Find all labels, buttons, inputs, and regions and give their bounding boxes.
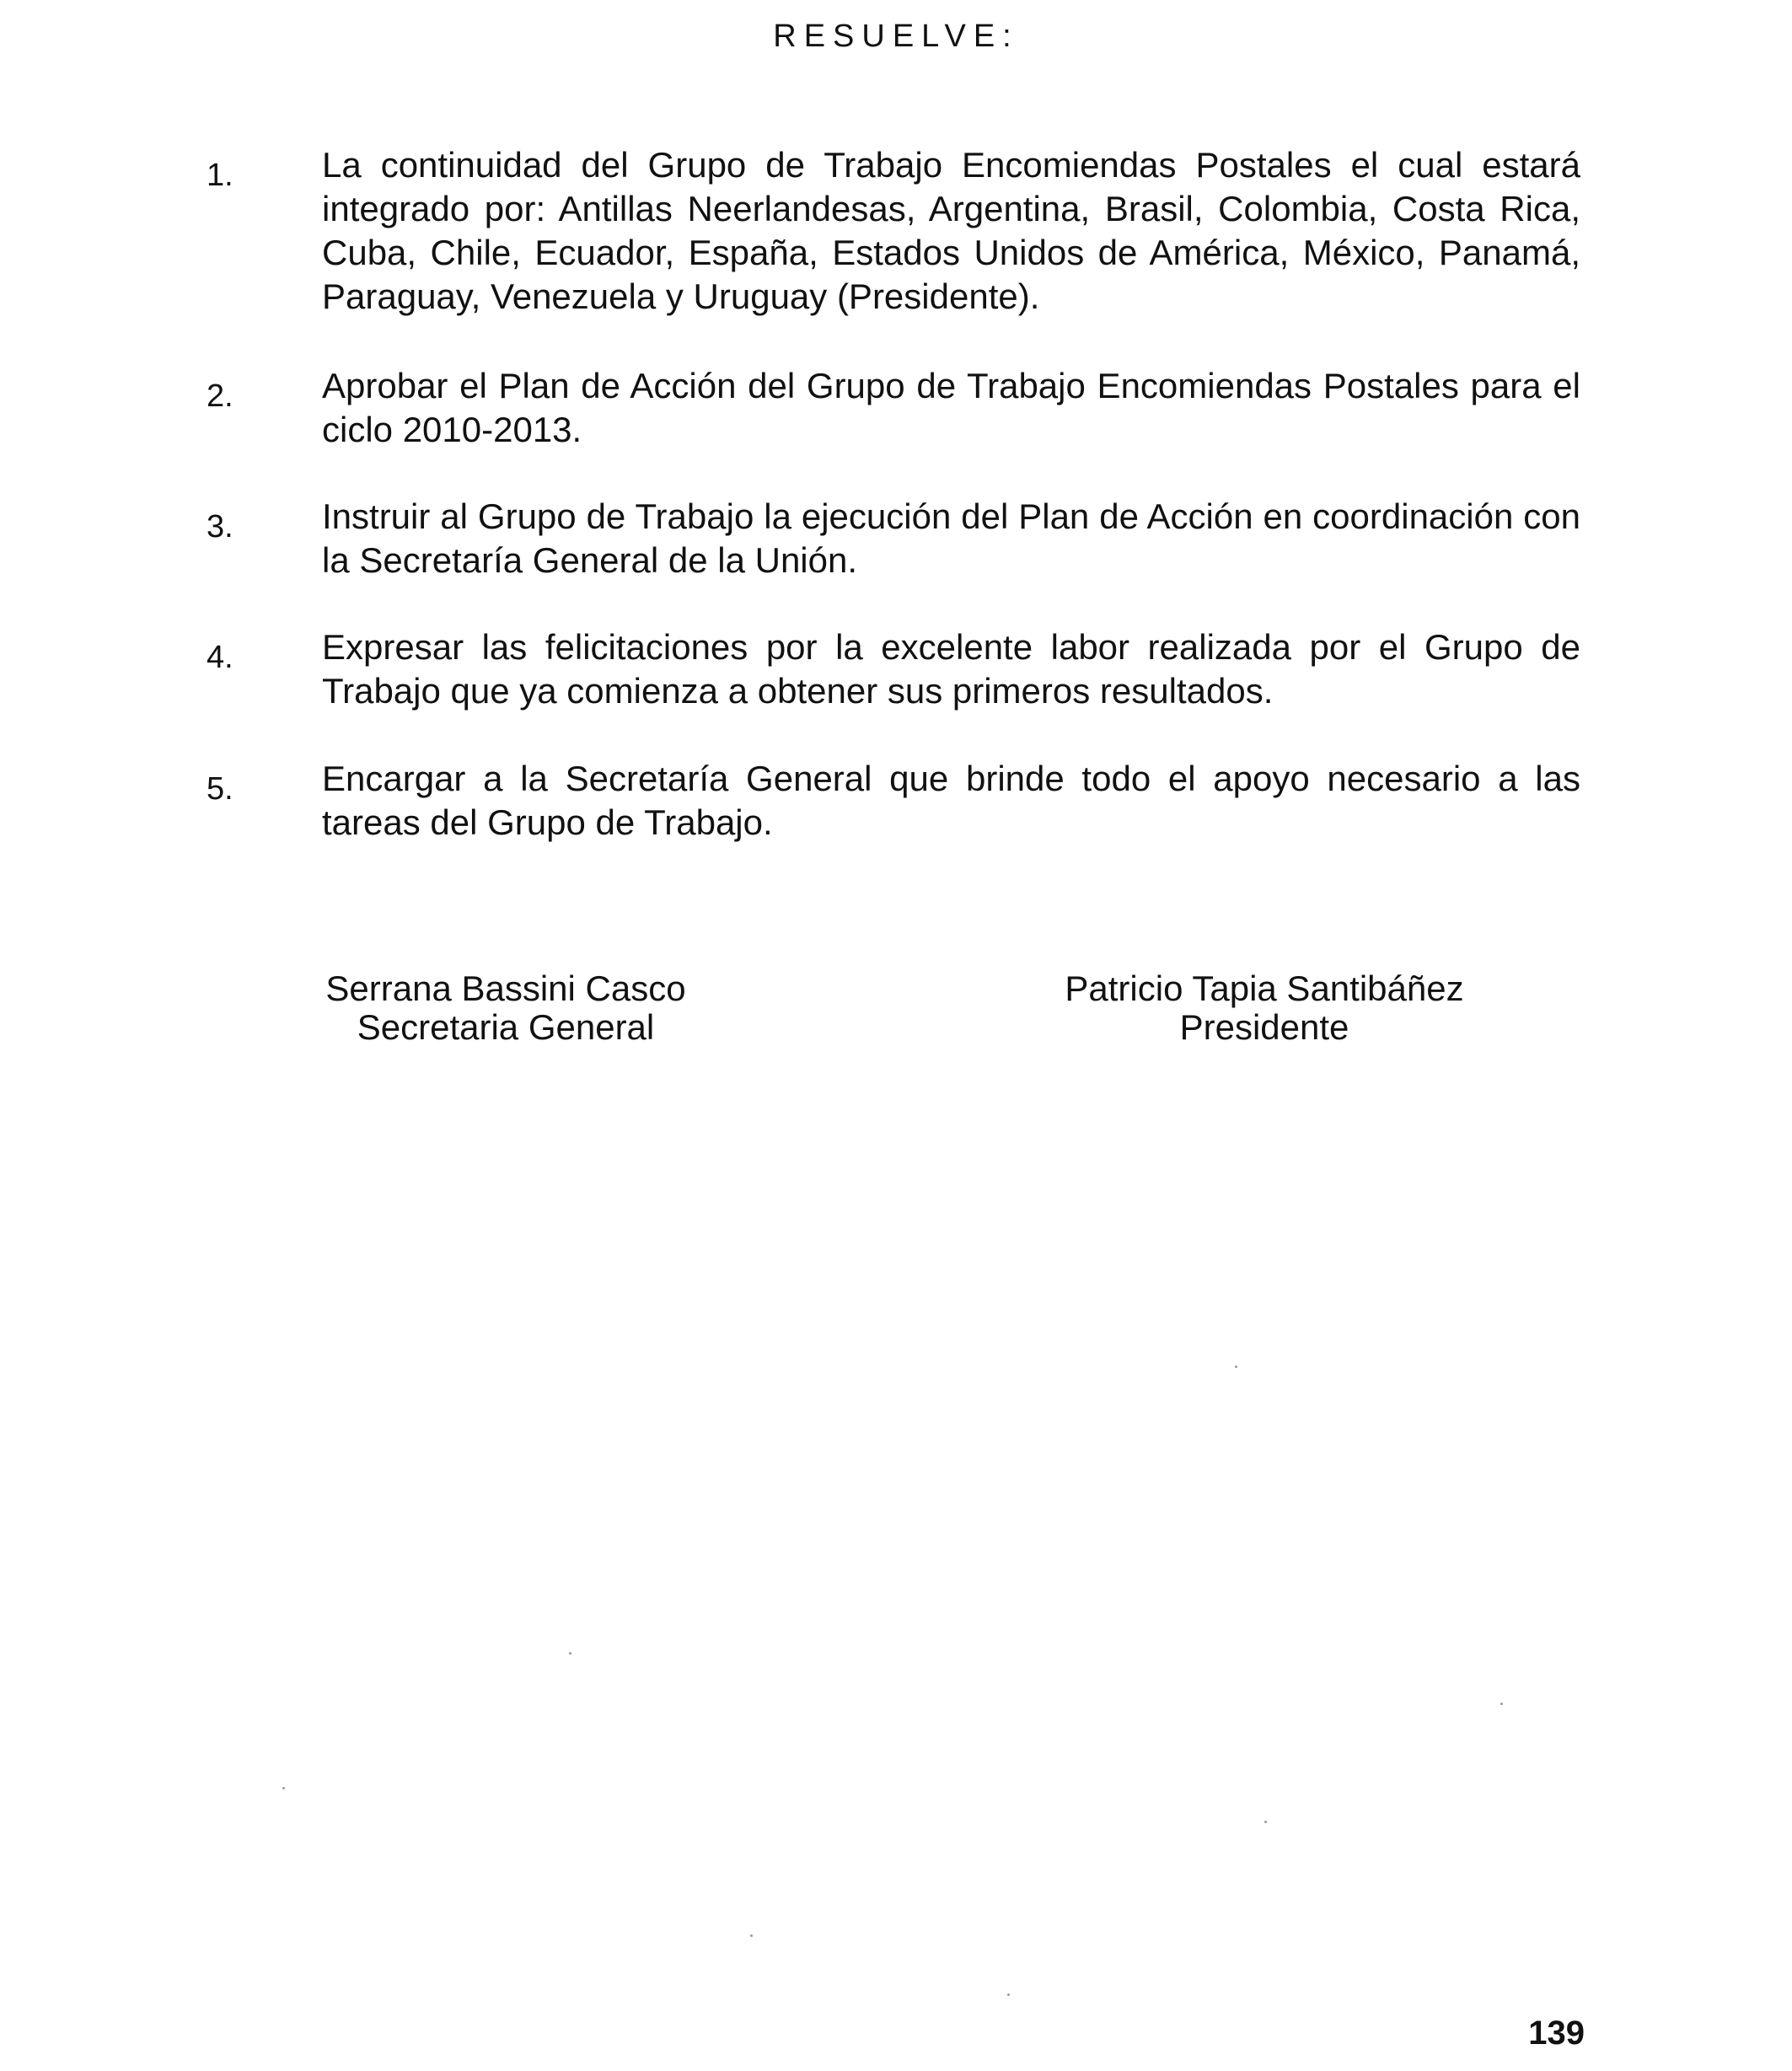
signature-block-president — [1020, 969, 1509, 1047]
scan-speck — [1500, 1703, 1503, 1705]
item-text: La continuidad del Grupo de Trabajo Encomiendas Postales el cual estará integrado por: Antillas Neerlandesas, Argentina, Brasil, Colombia, Costa Rica, Cuba, Chile, Ecuador, España, Estados Unidos de América, México, Panamá, Paraguay, Venezuela y Uruguay (Presidente). — [322, 145, 1580, 316]
scan-speck — [1235, 1365, 1237, 1368]
item-text: Encargar a la Secretaría General que brinde todo el apoyo necesario a las tareas del Grupo de Trabajo. — [322, 759, 1580, 842]
item-number: 4. — [207, 640, 233, 675]
item-text: Instruir al Grupo de Trabajo la ejecución del Plan de Acción en coordinación con la Secretaría General de la Unión. — [322, 496, 1580, 580]
scan-speck — [750, 1934, 753, 1937]
signatory-name: Serrana Bassini Casco — [325, 968, 686, 1008]
resolution-heading: RESUELVE: — [773, 19, 1019, 54]
signatory-title: Secretaria General — [357, 1007, 655, 1047]
page-number: 139 — [1528, 2015, 1585, 2052]
scan-speck — [1264, 1821, 1267, 1823]
item-number: 3. — [207, 509, 233, 545]
item-text: Aprobar el Plan de Acción del Grupo de Trabajo Encomiendas Postales para el ciclo 2010-2013. — [322, 366, 1580, 449]
item-number: 1. — [207, 158, 233, 193]
scan-speck — [569, 1652, 571, 1655]
signatory-name: Patricio Tapia Santibáñez — [1065, 968, 1464, 1008]
scan-speck — [1007, 1993, 1010, 1996]
scan-speck — [282, 1787, 285, 1789]
item-text: Expresar las felicitaciones por la excelente labor realizada por el Grupo de Trabajo que ya comienza a obtener sus primeros resultados. — [322, 627, 1580, 711]
signatory-title: Presidente — [1179, 1007, 1349, 1047]
signature-block-secretary — [287, 969, 725, 1047]
item-number: 5. — [207, 771, 233, 807]
item-number: 2. — [207, 378, 233, 414]
